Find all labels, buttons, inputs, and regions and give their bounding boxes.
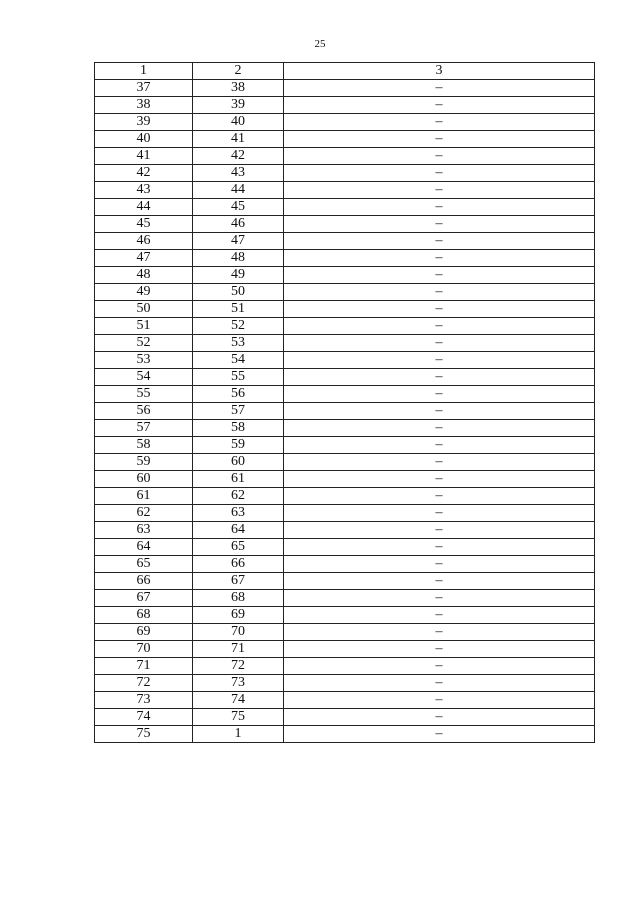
table-cell-col-2: 43 (193, 165, 284, 182)
table-row (95, 505, 595, 522)
table-row (95, 148, 595, 165)
column-header-1: 1 (95, 63, 193, 80)
table-cell-col-1: 56 (95, 403, 193, 420)
table-row (95, 335, 595, 352)
table-cell-col-1: 45 (95, 216, 193, 233)
table-row (95, 182, 595, 199)
table-cell-col-3: – (284, 216, 595, 233)
table-cell-col-3: – (284, 624, 595, 641)
table-cell-col-3: – (284, 556, 595, 573)
table-cell-col-1: 71 (95, 658, 193, 675)
table-cell-col-3: – (284, 539, 595, 556)
table-cell-col-2: 47 (193, 233, 284, 250)
table-cell-col-1: 52 (95, 335, 193, 352)
table-cell-col-2: 65 (193, 539, 284, 556)
table-cell-col-2: 70 (193, 624, 284, 641)
table-row (95, 114, 595, 131)
table-cell-col-3: – (284, 182, 595, 199)
table-cell-col-3: – (284, 522, 595, 539)
table-cell-col-3: – (284, 454, 595, 471)
table-row (95, 573, 595, 590)
table-cell-col-1: 65 (95, 556, 193, 573)
table-cell-col-2: 74 (193, 692, 284, 709)
table-cell-col-3: – (284, 267, 595, 284)
table-cell-col-1: 72 (95, 675, 193, 692)
table-cell-col-2: 52 (193, 318, 284, 335)
table-row (95, 233, 595, 250)
table-cell-col-3: – (284, 709, 595, 726)
table-cell-col-3: – (284, 335, 595, 352)
table-row (95, 709, 595, 726)
table-cell-col-1: 74 (95, 709, 193, 726)
table-cell-col-3: – (284, 114, 595, 131)
table-cell-col-3: – (284, 352, 595, 369)
table-row (95, 97, 595, 114)
table-cell-col-1: 48 (95, 267, 193, 284)
table-cell-col-3: – (284, 284, 595, 301)
table-row (95, 454, 595, 471)
table-cell-col-1: 57 (95, 420, 193, 437)
table-cell-col-3: – (284, 318, 595, 335)
table-cell-col-2: 51 (193, 301, 284, 318)
table-cell-col-1: 47 (95, 250, 193, 267)
table-cell-col-2: 75 (193, 709, 284, 726)
table-cell-col-2: 55 (193, 369, 284, 386)
table-row (95, 250, 595, 267)
table-cell-col-1: 61 (95, 488, 193, 505)
table-cell-col-1: 68 (95, 607, 193, 624)
table-cell-col-1: 54 (95, 369, 193, 386)
table-row (95, 624, 595, 641)
table-row (95, 726, 595, 743)
table-row (95, 403, 595, 420)
table-row (95, 522, 595, 539)
table-header (95, 63, 595, 80)
table-cell-col-2: 59 (193, 437, 284, 454)
table-cell-col-2: 38 (193, 80, 284, 97)
table-cell-col-1: 62 (95, 505, 193, 522)
table-cell-col-1: 66 (95, 573, 193, 590)
table-cell-col-1: 43 (95, 182, 193, 199)
table-cell-col-1: 37 (95, 80, 193, 97)
table-cell-col-1: 44 (95, 199, 193, 216)
table-cell-col-2: 66 (193, 556, 284, 573)
table-cell-col-1: 53 (95, 352, 193, 369)
page-number: 25 (314, 38, 326, 50)
table-row (95, 556, 595, 573)
table-cell-col-2: 41 (193, 131, 284, 148)
column-header-3: 3 (284, 63, 595, 80)
table-cell-col-2: 57 (193, 403, 284, 420)
table-cell-col-3: – (284, 505, 595, 522)
table-cell-col-3: – (284, 658, 595, 675)
table-row (95, 318, 595, 335)
table-row (95, 641, 595, 658)
table-cell-col-2: 72 (193, 658, 284, 675)
column-header-2: 2 (193, 63, 284, 80)
table-cell-col-3: – (284, 573, 595, 590)
table-cell-col-3: – (284, 97, 595, 114)
table-cell-col-2: 69 (193, 607, 284, 624)
table-cell-col-3: – (284, 692, 595, 709)
table-cell-col-3: – (284, 403, 595, 420)
table-cell-col-2: 73 (193, 675, 284, 692)
table-cell-col-1: 69 (95, 624, 193, 641)
table-cell-col-1: 58 (95, 437, 193, 454)
table-cell-col-1: 41 (95, 148, 193, 165)
table-cell-col-1: 40 (95, 131, 193, 148)
table-cell-col-2: 64 (193, 522, 284, 539)
table-cell-col-2: 49 (193, 267, 284, 284)
table-cell-col-3: – (284, 607, 595, 624)
table-cell-col-3: – (284, 386, 595, 403)
table-cell-col-2: 42 (193, 148, 284, 165)
table-cell-col-2: 46 (193, 216, 284, 233)
table-cell-col-1: 73 (95, 692, 193, 709)
table-cell-col-2: 71 (193, 641, 284, 658)
table-row (95, 539, 595, 556)
table-cell-col-1: 38 (95, 97, 193, 114)
table-cell-col-3: – (284, 165, 595, 182)
table-cell-col-1: 49 (95, 284, 193, 301)
table-cell-col-1: 46 (95, 233, 193, 250)
table-row (95, 352, 595, 369)
table-row (95, 267, 595, 284)
table-cell-col-1: 59 (95, 454, 193, 471)
table-cell-col-2: 40 (193, 114, 284, 131)
data-table (94, 62, 595, 743)
table-row (95, 658, 595, 675)
table-cell-col-2: 56 (193, 386, 284, 403)
table-cell-col-2: 48 (193, 250, 284, 267)
table-row (95, 386, 595, 403)
table-cell-col-3: – (284, 148, 595, 165)
table-row (95, 420, 595, 437)
table-row (95, 165, 595, 182)
table-cell-col-3: – (284, 250, 595, 267)
table-cell-col-3: – (284, 80, 595, 97)
table-cell-col-3: – (284, 488, 595, 505)
table-cell-col-2: 62 (193, 488, 284, 505)
table-cell-col-2: 68 (193, 590, 284, 607)
table-cell-col-3: – (284, 641, 595, 658)
table-row (95, 80, 595, 97)
table-row (95, 199, 595, 216)
table-cell-col-2: 44 (193, 182, 284, 199)
table-cell-col-1: 51 (95, 318, 193, 335)
table-cell-col-2: 58 (193, 420, 284, 437)
table-cell-col-1: 64 (95, 539, 193, 556)
table-cell-col-3: – (284, 675, 595, 692)
table-cell-col-3: – (284, 420, 595, 437)
table-row (95, 301, 595, 318)
table-cell-col-3: – (284, 301, 595, 318)
table-cell-col-2: 45 (193, 199, 284, 216)
table-cell-col-2: 1 (193, 726, 284, 743)
table-row (95, 607, 595, 624)
table-cell-col-3: – (284, 233, 595, 250)
table-cell-col-1: 50 (95, 301, 193, 318)
table-cell-col-3: – (284, 131, 595, 148)
table-row (95, 471, 595, 488)
table-cell-col-2: 53 (193, 335, 284, 352)
table-cell-col-2: 39 (193, 97, 284, 114)
table-row (95, 675, 595, 692)
table-cell-col-1: 39 (95, 114, 193, 131)
table-cell-col-2: 54 (193, 352, 284, 369)
table-cell-col-3: – (284, 199, 595, 216)
table-cell-col-1: 63 (95, 522, 193, 539)
table-cell-col-1: 67 (95, 590, 193, 607)
table-row (95, 369, 595, 386)
table-cell-col-2: 67 (193, 573, 284, 590)
table-row (95, 284, 595, 301)
table-cell-col-3: – (284, 437, 595, 454)
table-row (95, 437, 595, 454)
table-cell-col-1: 70 (95, 641, 193, 658)
table-cell-col-3: – (284, 471, 595, 488)
table-row (95, 131, 595, 148)
table-row (95, 488, 595, 505)
table-cell-col-3: – (284, 369, 595, 386)
table-row (95, 590, 595, 607)
table-row (95, 216, 595, 233)
table-cell-col-1: 75 (95, 726, 193, 743)
table-cell-col-3: – (284, 590, 595, 607)
table-cell-col-2: 61 (193, 471, 284, 488)
table-cell-col-2: 50 (193, 284, 284, 301)
table-cell-col-1: 55 (95, 386, 193, 403)
table-body (95, 80, 595, 743)
table-cell-col-1: 42 (95, 165, 193, 182)
table-cell-col-2: 60 (193, 454, 284, 471)
table-cell-col-1: 60 (95, 471, 193, 488)
table-cell-col-3: – (284, 726, 595, 743)
table-row (95, 692, 595, 709)
header-row (95, 63, 595, 80)
table-cell-col-2: 63 (193, 505, 284, 522)
